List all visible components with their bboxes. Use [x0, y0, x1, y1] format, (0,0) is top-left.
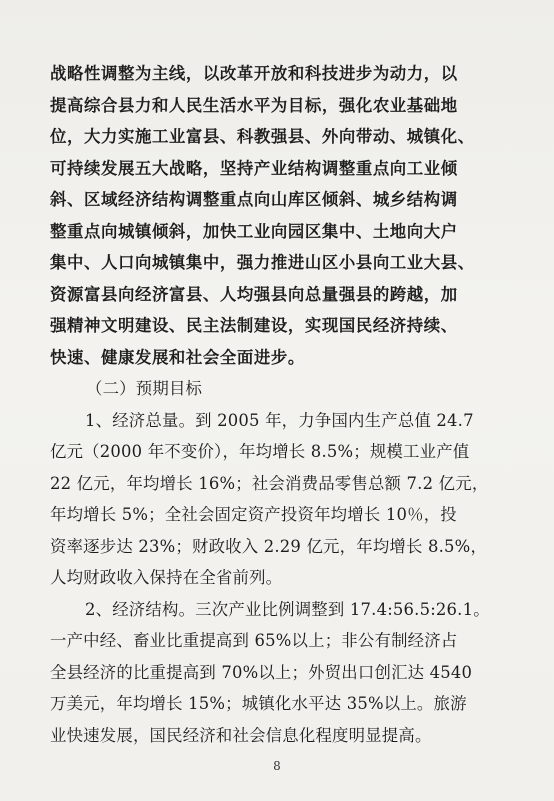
text-line: 资源富县向经济富县、人均强县向总量强县的跨越，加 [50, 284, 458, 304]
text-line: 2、经济结构。三次产业比例调整到 17.4:56.5:26.1。 [85, 599, 490, 619]
text-line: 人均财政收入保持在全省前列。 [50, 568, 283, 587]
body-text [50, 58, 502, 751]
text-line: 强精神文明建设、民主法制建设，实现国民经济持续、 [50, 316, 458, 335]
text-line: 资率逐步达 23%；财政收入 2.29 亿元，年均增长 8.5%， [50, 536, 488, 556]
text-line: 亿元（2000 年不变价），年均增长 8.5%；规模工业产值 [50, 442, 470, 461]
section-heading: （二）预期目标 [86, 379, 203, 398]
text-line: 万美元，年均增长 15%；城镇化水平达 35%以上。旅游 [50, 694, 467, 713]
text-line: 一产中经、畜业比重提高到 65%以上；非公有制经济占 [50, 631, 458, 650]
text-line: 年均增长 5%；全社会固定资产投资年均增长 10％，投 [50, 505, 457, 524]
text-line: 1、经济总量。到 2005 年，力争国内生产总值 24.7 [85, 410, 474, 430]
text-line: 整重点向城镇倾斜，加快工业向园区集中、土地向大户 [50, 221, 458, 241]
text-line: 斜、区域经济结构调整重点向山库区倾斜、城乡结构调 [50, 190, 458, 209]
page-number: 8 [273, 759, 281, 773]
text-line: 全县经济的比重提高到 70%以上；外贸出口创汇达 4540 [50, 662, 473, 682]
text-line: 快速、健康发展和社会全面进步。 [50, 347, 305, 367]
text-line: 战略性调整为主线，以改革开放和科技进步为动力，以 [50, 64, 458, 83]
text-line: 22 亿元，年均增长 16%；社会消费品零售总额 7.2 亿元， [50, 473, 489, 493]
text-line: 提高综合县力和人民生活水平为目标，强化农业基础地 [50, 95, 458, 115]
text-line: 集中、人口向城镇集中，强力推进山区小县向工业大县、 [50, 253, 475, 272]
text-line: 位，大力实施工业富县、科教强县、外向带动、城镇化、 [50, 127, 475, 146]
text-line: 业快速发展，国民经济和社会信息化程度明显提高。 [50, 725, 432, 745]
text-line: 可持续发展五大战略，坚持产业结构调整重点向工业倾 [50, 158, 458, 178]
